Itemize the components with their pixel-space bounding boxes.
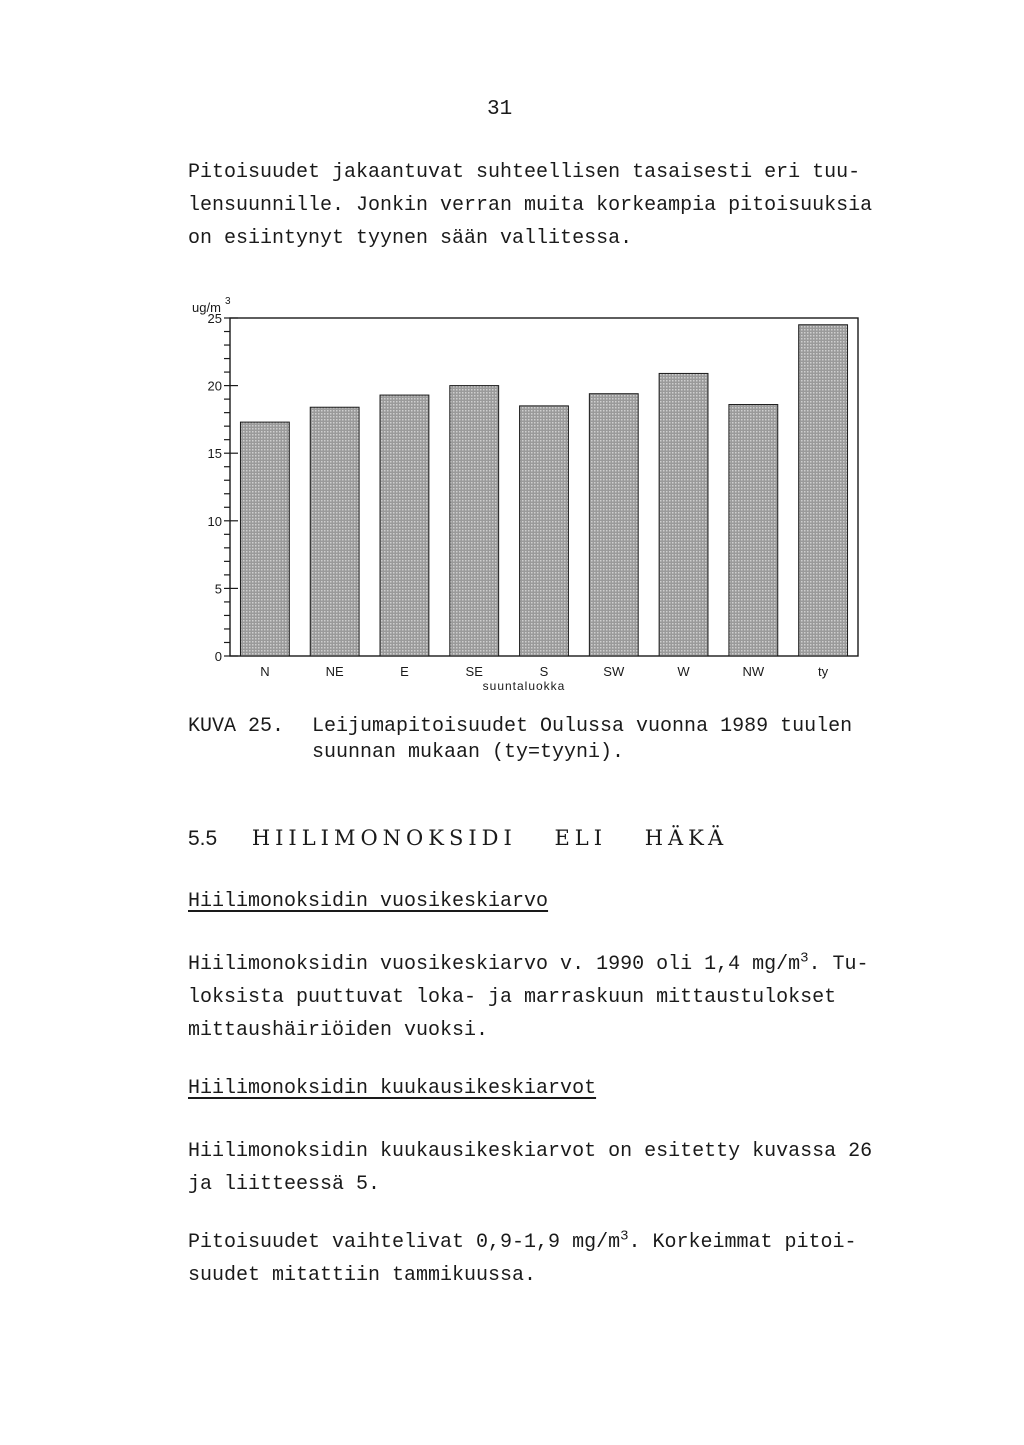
bar-w [659,373,708,656]
x-tick-label: S [539,664,549,679]
x-tick-label: ty [818,664,829,679]
section-title: HIILIMONOKSIDI ELI HÄKÄ [251,826,729,850]
bar-ty [799,325,848,656]
annual-average-paragraph [188,948,878,1047]
section-number: 5.5 [188,827,218,850]
bar-e [380,395,429,656]
section-heading [188,826,728,852]
x-tick-label: N [260,664,270,679]
bar-s [520,406,569,656]
annual-average-text-rest: . Tu- loksista puuttuvat loka- ja marraskuun mittaustulokset mittaushäiriöiden vuoksi. [188,953,869,1042]
bar-chart [180,290,880,700]
caption-label: KUVA 25. [188,715,285,738]
y-tick-label: 5 [214,581,222,597]
range-paragraph [188,1226,878,1292]
y-tick-label: 25 [207,311,222,326]
page-number: 31 [487,98,513,121]
caption-text: Leijumapitoisuudet Oulussa vuonna 1989 tuulen suunnan mukaan (ty=tyyni). [312,715,853,764]
x-tick-label: W [677,664,690,679]
x-tick-label: NE [325,664,344,679]
x-tick-label: SE [465,664,483,679]
x-tick-label: E [400,664,409,679]
x-tick-label: NW [742,664,765,679]
subheading-annual-average: Hiilimonoksidin vuosikeskiarvo [188,890,549,913]
y-tick-label: 20 [207,378,222,394]
bar-n [240,422,289,656]
range-text-rest: . Korkeimmat pitoi- suudet mitattiin tammikuussa. [188,1231,857,1287]
x-axis-label: suuntaluokka [482,679,566,693]
x-tick-label: SW [603,664,625,679]
monthly-average-paragraph: Hiilimonoksidin kuukausikeskiarvot on esitetty kuvassa 26 ja liitteessä 5. [188,1140,873,1196]
range-text: Pitoisuudet vaihtelivat 0,9-1,9 mg/m [188,1231,621,1254]
y-tick-label: 15 [207,446,222,462]
y-tick-label: 10 [207,513,222,529]
bar-se [450,386,499,656]
y-axis-label-exponent: 3 [225,296,231,307]
bar-nw [729,405,778,656]
intro-paragraph: Pitoisuudet jakaantuvat suhteellisen tasaisesti eri tuu- lensuunnille. Jonkin verran muita korkeampia pitoisuuksia on esiintynyt tyynen sään vallitessa. [188,161,873,250]
subheading-monthly-average: Hiilimonoksidin kuukausikeskiarvot [188,1077,597,1100]
y-tick-label: 0 [214,649,222,664]
bar-ne [310,407,359,656]
y-axis-label: ug/m [192,300,221,315]
annual-average-text: Hiilimonoksidin vuosikeskiarvo v. 1990 oli 1,4 mg/m [188,953,801,976]
bar-sw [589,394,638,656]
annual-average-unit-exponent: 3 [800,950,809,967]
range-unit-exponent: 3 [620,1228,629,1245]
